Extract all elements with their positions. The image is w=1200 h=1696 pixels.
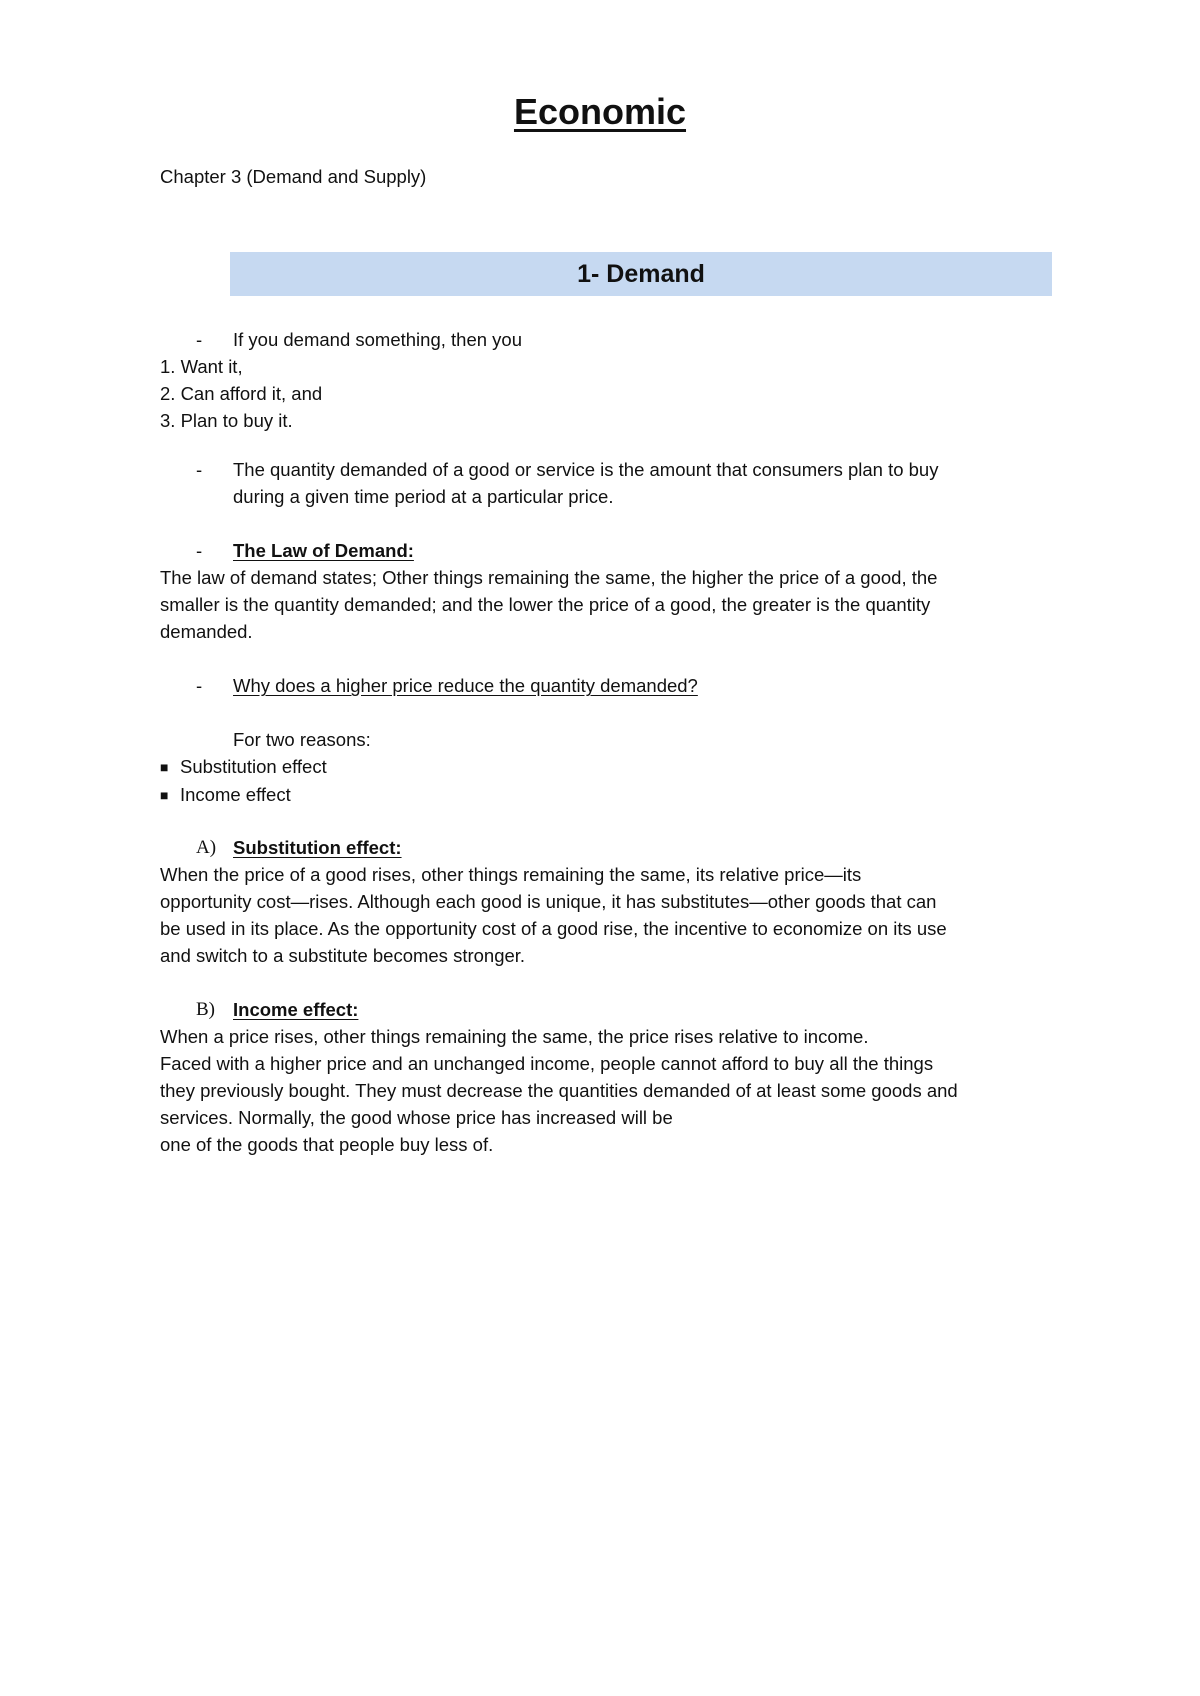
quantity-demanded-paragraph bbox=[160, 456, 1060, 510]
intro-dash-line bbox=[160, 326, 1060, 353]
law-of-demand-heading: The Law of Demand: bbox=[233, 540, 414, 561]
paragraph-line: The law of demand states; Other things remaining the same, the higher the price of a good, the bbox=[160, 567, 938, 588]
paragraph-line: When the price of a good rises, other things remaining the same, its relative price—its bbox=[160, 864, 862, 885]
chapter-subtitle: Chapter 3 (Demand and Supply) bbox=[160, 166, 427, 187]
dash-marker: - bbox=[196, 675, 203, 696]
law-of-demand-heading-line bbox=[160, 537, 1060, 564]
square-bullet-icon: ■ bbox=[160, 787, 169, 803]
intro-lead-text: If you demand something, then you bbox=[233, 329, 522, 350]
reason-label: Substitution effect bbox=[180, 756, 327, 777]
paragraph-line: smaller is the quantity demanded; and the lower the price of a good, the greater is the quantity bbox=[160, 594, 931, 615]
paragraph-line: they previously bought. They must decrease the quantities demanded of at least some goods and bbox=[160, 1080, 958, 1101]
paragraph-line: Faced with a higher price and an unchanged income, people cannot afford to buy all the things bbox=[160, 1053, 934, 1074]
quantity-demanded-block bbox=[160, 456, 1060, 510]
reasons-block bbox=[160, 726, 1060, 809]
substitution-effect-heading-line bbox=[160, 834, 1060, 861]
paragraph-line: The quantity demanded of a good or service is the amount that consumers plan to buy bbox=[233, 459, 939, 480]
list-item: 2. Can afford it, and bbox=[160, 383, 323, 404]
paragraph-line: demanded. bbox=[160, 621, 253, 642]
intro-block bbox=[160, 326, 1060, 434]
list-item: 1. Want it, bbox=[160, 356, 243, 377]
reasons-intro: For two reasons: bbox=[233, 729, 371, 750]
section-letter: A) bbox=[196, 837, 217, 858]
section-letter: B) bbox=[196, 999, 215, 1020]
list-item bbox=[160, 781, 1060, 809]
paragraph-line: be used in its place. As the opportunity cost of a good rise, the incentive to economize on its use bbox=[160, 918, 947, 939]
list-item: 3. Plan to buy it. bbox=[160, 410, 293, 431]
dash-marker: - bbox=[196, 459, 203, 480]
paragraph-line: When a price rises, other things remaining the same, the price rises relative to income. bbox=[160, 1026, 869, 1047]
paragraph-line: services. Normally, the good whose price has increased will be bbox=[160, 1107, 673, 1128]
income-effect-heading-line bbox=[160, 996, 1060, 1023]
dash-marker: - bbox=[196, 329, 203, 350]
paragraph-line: opportunity cost—rises. Although each good is unique, it has substitutes—other goods that can bbox=[160, 891, 937, 912]
square-bullet-icon: ■ bbox=[160, 759, 169, 775]
substitution-effect-block bbox=[160, 834, 1060, 969]
paragraph-line: and switch to a substitute becomes stronger. bbox=[160, 945, 526, 966]
substitution-effect-heading: Substitution effect: bbox=[233, 837, 402, 858]
income-effect-heading: Income effect: bbox=[233, 999, 359, 1020]
why-question-line bbox=[160, 672, 1060, 699]
dash-marker: - bbox=[196, 540, 203, 561]
why-question-block bbox=[160, 672, 1060, 699]
paragraph-line: one of the goods that people buy less of. bbox=[160, 1134, 494, 1155]
income-effect-block bbox=[160, 996, 1060, 1158]
list-item bbox=[160, 753, 1060, 781]
document-title: Economic bbox=[513, 91, 687, 132]
section-heading-demand: 1- Demand bbox=[230, 252, 1052, 296]
paragraph-line: during a given time period at a particular price. bbox=[233, 486, 614, 507]
why-question-heading: Why does a higher price reduce the quantity demanded? bbox=[233, 675, 698, 696]
reason-label: Income effect bbox=[180, 784, 291, 805]
law-of-demand-block bbox=[160, 537, 1060, 645]
